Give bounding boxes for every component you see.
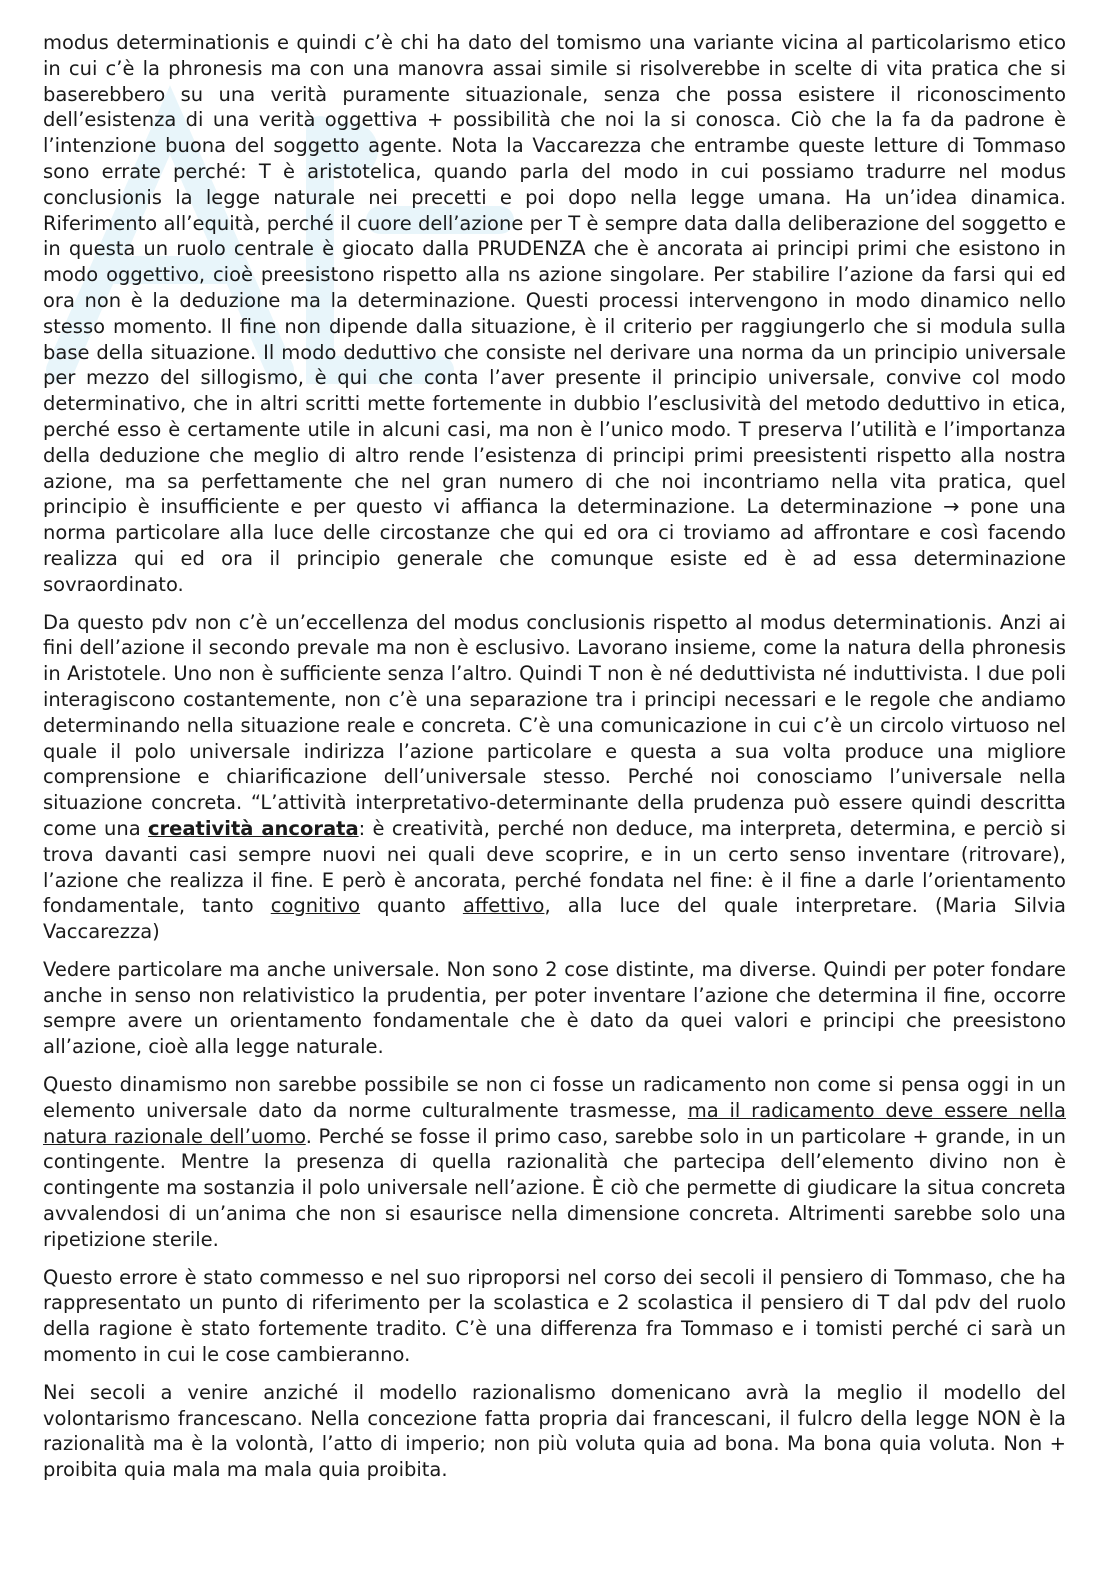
paragraph-2	[43, 610, 1066, 945]
document-page	[43, 30, 1066, 1495]
emphasis-creativita-ancorata: creatività ancorata	[147, 816, 359, 840]
paragraph-5: Questo errore è stato commesso e nel suo riproporsi nel corso dei secoli il pensiero di Tommaso, che ha rappresentato un punto di riferimento per la scolastica e 2 scolastica il pensiero di T dal pdv del ruolo della ragione è stato fortemente tradito. C’è una differenza fra Tommaso e i tomisti perché ci sarà un momento in cui le cose cambieranno.	[43, 1265, 1066, 1367]
paragraph-4	[43, 1072, 1066, 1253]
paragraph-6: Nei secoli a venire anziché il modello razionalismo domenicano avrà la meglio il modello del volontarismo francescano. Nella concezione fatta propria dai francescani, il fulcro della legge NON è la razionalità ma è la volontà, l’atto di imperio; non più voluta quia ad bona. Ma bona quia voluta. Non + proibita quia mala ma mala quia proibita.	[43, 1380, 1066, 1482]
paragraph-4-text-b: . Perché se fosse il primo caso, sarebbe solo in un particolare + grande, in un contingente. Mentre la presenza di quella razionalità che partecipa dell’elemento divino non è contingente ma sostanzia il polo universale nell’azione. È ciò che permette di giudicare la situa concreta avvalendosi di un’anima che non si esaurisce nella dimensione concreta. Altrimenti sarebbe solo una ripetizione sterile.	[43, 1124, 1066, 1251]
paragraph-3: Vedere particolare ma anche universale. Non sono 2 cose distinte, ma diverse. Quindi per poter fondare anche in senso non relativistico la prudentia, per poter inventare l’azione che determina il fine, occorre sempre avere un orientamento fondamentale che è dato da quei valori e principi che preesistono all’azione, cioè alla legge naturale.	[43, 957, 1066, 1059]
paragraph-4-text-a: Questo dinamismo non sarebbe possibile se non ci fosse un radicamento non come si pensa oggi in un elemento universale dato da norme culturalmente trasmesse,	[43, 1073, 1066, 1122]
underlined-radicamento: ma il radicamento deve essere nella natura razionale dell’uomo	[43, 1098, 1066, 1148]
paragraph-2-text-a: Da questo pdv non c’è un’eccellenza del modus conclusionis rispetto al modus determinationis. Anzi ai fini dell’azione il secondo prevale ma non è esclusivo. Lavorano insieme, come la natura della phronesis in Aristotele. Uno non è sufficiente senza l’altro. Quindi T non è né deduttivista né induttivista. I due poli interagiscono costantemente, non c’è una separazione tra i principi necessari e le regole che andiamo determinando nella situazione reale e concreta. C’è una comunicazione in cui c’è un circolo virtuoso nel quale il polo universale indirizza l’azione particolare e questa a sua volta produce una migliore comprensione e chiarificazione dell’universale stesso. Perché noi conosciamo l’universale nella situazione concreta. “L’attività interpretativo-determinante della prudenza può essere quindi descritta come una	[43, 610, 1066, 840]
paragraph-1: modus determinationis e quindi c’è chi ha dato del tomismo una variante vicina al particolarismo etico in cui c’è la phronesis ma con una manovra assai simile si risolverebbe in scelte di vita pratica che si baserebbero su una verità puramente situazionale, senza che possa esistere il riconoscimento dell’esistenza di una verità oggettiva + possibilità che noi la si conosca. Ciò che la fa da padrone è l’intenzione buona del soggetto agente. Nota la Vaccarezza che entrambe queste letture di Tommaso sono errate perché: T è aristotelica, quando parla del modo in cui possiamo tradurre nel modus conclusionis la legge naturale nei precetti e poi dopo nella legge umana. Ha un’idea dinamica. Riferimento all’equità, perché il cuore dell’azione per T è sempre data dalla deliberazione del soggetto e in questa un ruolo centrale è giocato dalla PRUDENZA che è ancorata ai principi primi che esistono in modo oggettivo, cioè preesistono rispetto alla ns azione singolare. Per stabilire l’azione da farsi qui ed ora non è la deduzione ma la determinazione. Questi processi intervengono in modo dinamico nello stesso momento. Il fine non dipende dalla situazione, è il criterio per raggiungerlo che si modula sulla base della situazione. Il modo deduttivo che consiste nel derivare una norma da un principio universale per mezzo del sillogismo, è qui che conta l’aver presente il principio universale, convive col modo determinativo, che in altri scritti mette fortemente in dubbio l’esclusività del metodo deduttivo in etica, perché esso è certamente utile in alcuni casi, ma non è l’unico modo. T preserva l’utilità e l’importanza della deduzione che meglio di altro rende l’esistenza di principi primi preesistenti rispetto alla nostra azione, ma sa perfettamente che nel gran numero di che noi incontriamo nella vita pratica, quel principio è insufficiente e per questo vi affianca la determinazione. La determinazione → pone una norma particolare alla luce delle circostanze che qui ed ora ci troviamo ad affrontare e così facendo realizza qui ed ora il principio generale che comunque esiste ed è ad essa determinazione sovraordinato.	[43, 31, 1066, 596]
paragraph-2-text-b: : è creatività, perché non deduce, ma interpreta, determina, e perciò si trova davanti casi sempre nuovi nei quali deve scoprire, e in un certo senso inventare (ritrovare), l’azione che realizza il fine. E però è ancorata, perché fondata nel fine: è il fine a darle l’orientamento fondamentale, tanto	[43, 816, 1066, 918]
paragraph-2-text-d: , alla luce del quale interpretare. (Maria Silvia Vaccarezza)	[43, 894, 1066, 944]
paragraph-2-text-c: quanto	[360, 894, 463, 918]
underlined-cognitivo: cognitivo	[270, 894, 361, 918]
underlined-affettivo: affettivo	[462, 894, 545, 918]
